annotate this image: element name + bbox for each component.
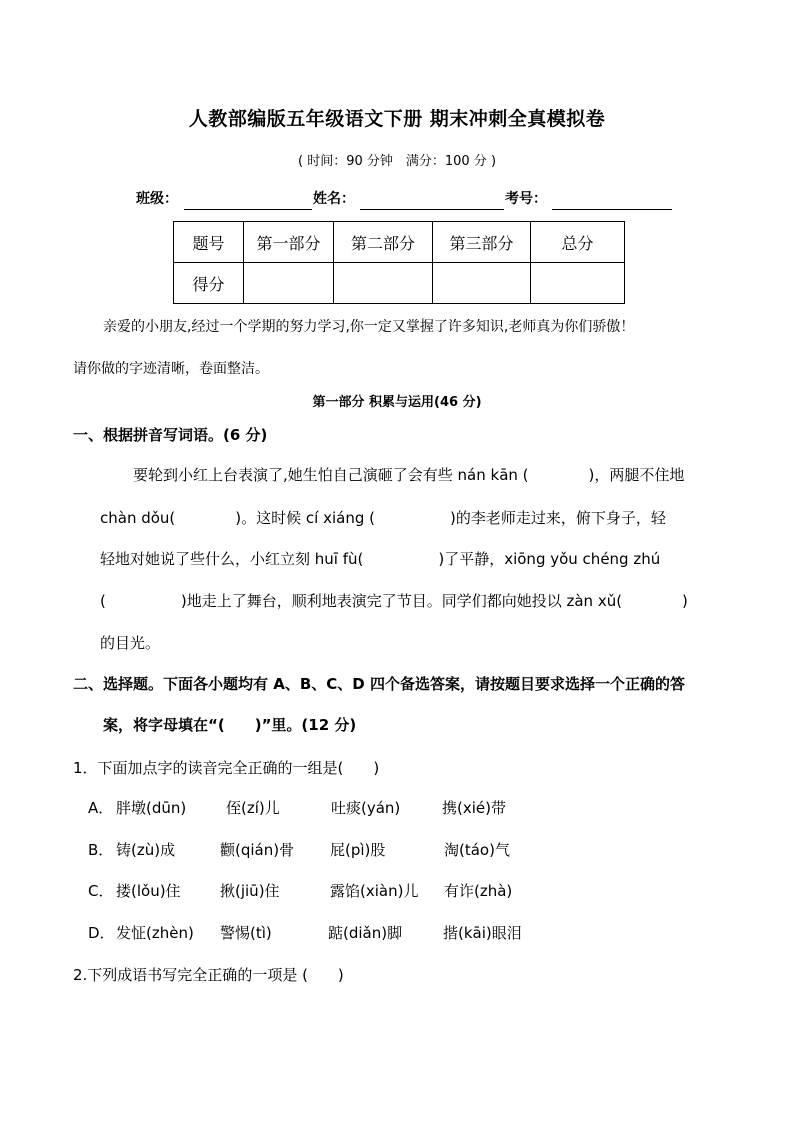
option-item: 发怔(zhèn) — [116, 924, 194, 942]
option-item: 吐痰(yán) — [331, 799, 401, 817]
q2-sub1: 1．下面加点字的读音完全正确的一组是( ) — [73, 759, 380, 777]
name-field[interactable] — [360, 209, 504, 210]
intro-line-2: 请你做的字迹清晰，卷面整洁。 — [73, 361, 269, 377]
option-item: 侄(zí)儿 — [226, 799, 280, 817]
option-item: 胖墩(dūn) — [116, 799, 187, 817]
option-item: 搂(lǒu)住 — [116, 882, 181, 900]
class-field[interactable] — [184, 209, 312, 210]
option-item: 颧(qián)骨 — [220, 841, 295, 859]
q1-line-3: 轻地对她说了些什么，小红立刻 huī fù( )了平静，xiōng yǒu chéng zhú — [100, 550, 661, 568]
score-cell-part3[interactable] — [433, 263, 531, 304]
option-item: 携(xié)带 — [442, 799, 506, 817]
intro-line-1: 亲爱的小朋友,经过一个学期的努力学习,你一定又掌握了许多知识,老师真为你们骄傲！ — [103, 319, 635, 335]
q2-title-line-2: 案，将字母填在“( )”里。(12 分) — [103, 716, 357, 734]
score-header-cell: 总分 — [531, 222, 625, 263]
q1-line-4: ( )地走上了舞台，顺利地表演完了节目。同学们都向她投以 zàn xǔ( ) — [100, 592, 688, 610]
q2-sub2: 2.下列成语书写完全正确的一项是 ( ) — [73, 966, 344, 984]
option-label: D． — [88, 924, 115, 942]
class-label: 班级： — [136, 191, 178, 207]
q1-line-5: 的目光。 — [100, 634, 161, 652]
score-table-score-row — [174, 263, 625, 304]
score-header-cell: 题号 — [174, 222, 244, 263]
q1-line-1: 要轮到小红上台表演了,她生怕自己演砸了会有些 nán kān ( )，两腿不住地 — [133, 466, 685, 484]
score-row-label: 得分 — [174, 263, 244, 304]
option-label: A． — [88, 799, 114, 817]
option-item: 警惕(tì) — [220, 924, 272, 942]
option-label: C． — [88, 882, 114, 900]
part1-heading: 第一部分 积累与运用(46 分) — [312, 395, 482, 410]
id-label: 考号： — [505, 191, 547, 207]
score-cell-total[interactable] — [531, 263, 625, 304]
score-table — [173, 221, 625, 304]
score-table-header-row — [174, 222, 625, 263]
score-cell-part1[interactable] — [244, 263, 334, 304]
option-item: 淘(táo)气 — [444, 841, 510, 859]
exam-subtitle: ( 时间：90 分钟 满分：100 分 ) — [297, 154, 497, 169]
id-field[interactable] — [552, 209, 672, 210]
name-label: 姓名： — [313, 191, 355, 207]
score-header-cell: 第一部分 — [244, 222, 334, 263]
option-item: 有诈(zhà) — [444, 882, 513, 900]
option-label: B． — [88, 841, 114, 859]
q2-title-line-1: 二、选择题。下面各小题均有 A、B、C、D 四个备选答案，请按题目要求选择一个正确的答 — [73, 675, 685, 693]
q1-title: 一、根据拼音写词语。(6 分) — [73, 426, 268, 444]
option-item: 踮(diǎn)脚 — [328, 924, 403, 942]
option-item: 露馅(xiàn)儿 — [330, 882, 419, 900]
score-header-cell: 第二部分 — [334, 222, 433, 263]
option-item: 屁(pì)股 — [330, 841, 386, 859]
option-item: 揪(jiū)住 — [220, 882, 280, 900]
page-title: 人教部编版五年级语文下册 期末冲刺全真模拟卷 — [188, 108, 606, 130]
option-item: 铸(zù)成 — [116, 841, 176, 859]
q1-line-2: chàn dǒu( )。这时候 cí xiáng ( )的李老师走过来，俯下身子，轻 — [100, 509, 666, 527]
score-cell-part2[interactable] — [334, 263, 433, 304]
score-header-cell: 第三部分 — [433, 222, 531, 263]
option-item: 揩(kāi)眼泪 — [443, 924, 522, 942]
